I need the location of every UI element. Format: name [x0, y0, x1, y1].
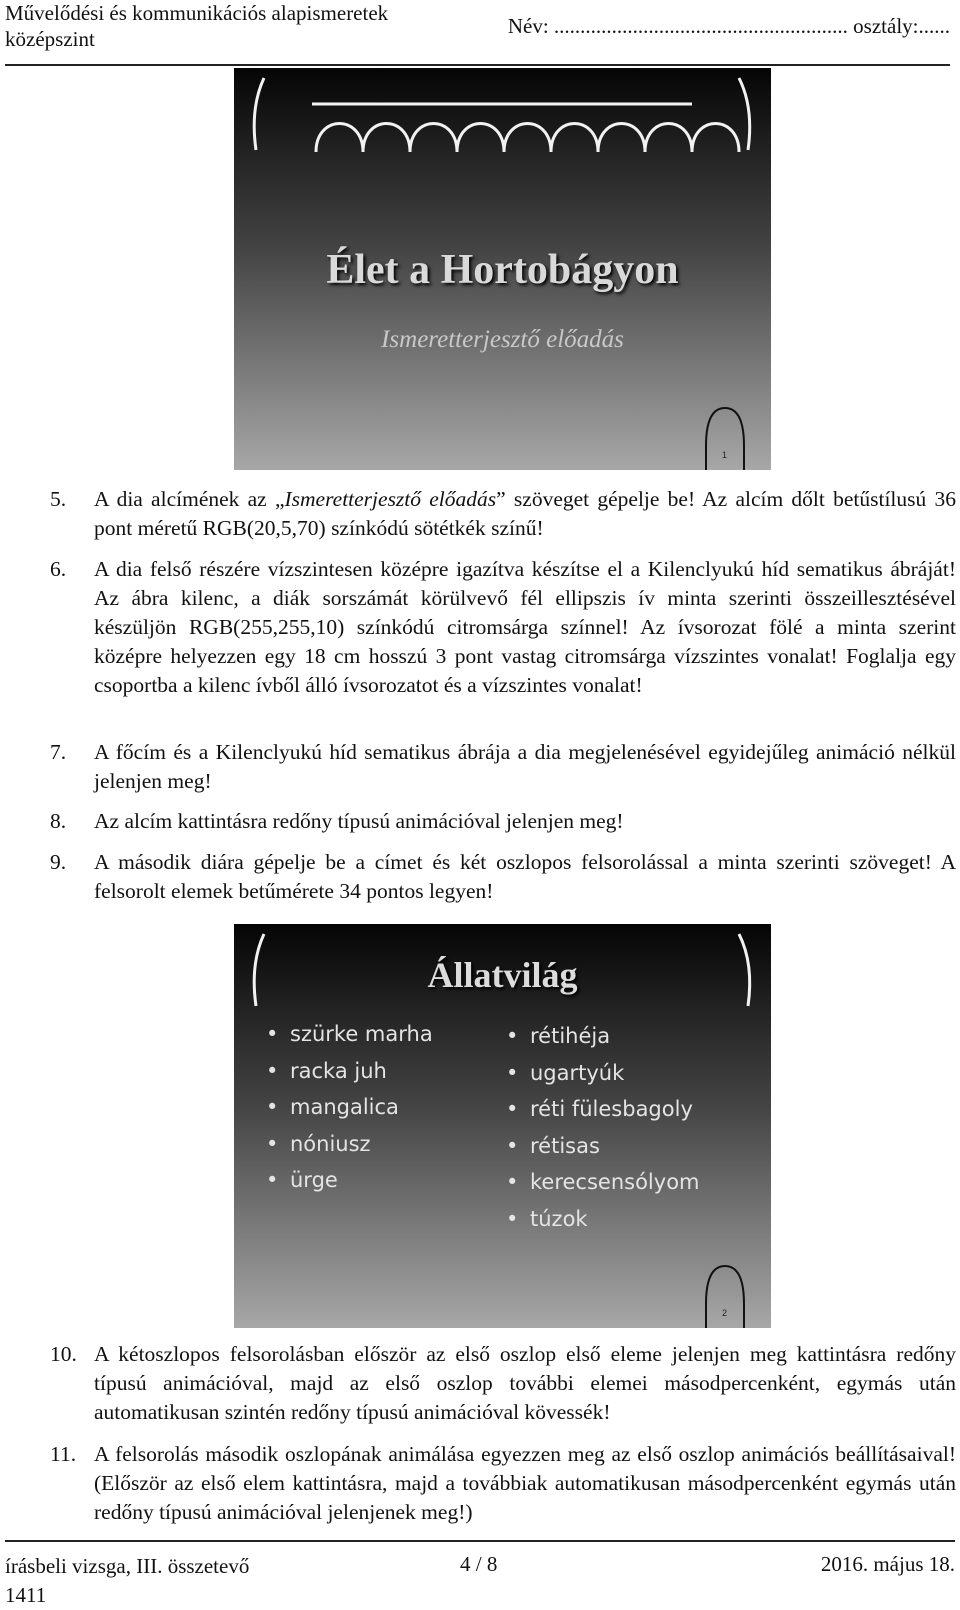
slide-1-subtitle: Ismeretterjesztő előadás: [381, 326, 624, 353]
list-item: • szürke marha: [266, 1022, 433, 1059]
list-item: • rétisas: [506, 1134, 700, 1171]
bridge-arch: [504, 124, 551, 153]
slide-number-arc: [706, 1266, 744, 1328]
footer-exam: írásbeli vizsga, III. összetevő: [5, 1554, 250, 1578]
slide-2-number: 2: [722, 1308, 728, 1318]
task-number: 6.: [50, 557, 67, 581]
task-text: A kétoszlopos felsorolásban először az első oszlop első eleme jelenjen meg kattintásra redőny típusú animációval, majd az első oszlop további elemei másodpercenként, egymás után automatikusan szintén redőny típusú animációval kövessék!: [94, 1342, 956, 1424]
slide-1-image: [234, 68, 771, 470]
task-text: Az alcím kattintásra redőny típusú animációval jelenjen meg!: [94, 809, 624, 833]
task-text-italic: Ismeretterjesztő előadás: [284, 487, 497, 511]
bullet-column-2: [506, 1024, 700, 1243]
task-number: 5.: [50, 487, 67, 511]
slide-1-title: Élet a Hortobágyon: [326, 247, 679, 293]
left-corner-arc: [254, 78, 264, 150]
slide-number-arc: [706, 408, 744, 470]
list-item: • ugartyúk: [506, 1061, 700, 1098]
list-item: • racka juh: [266, 1059, 433, 1096]
task-8: [50, 807, 956, 836]
list-item: • nóniusz: [266, 1132, 433, 1169]
list-item: • túzok: [506, 1207, 700, 1244]
task-number: 11.: [50, 1442, 77, 1466]
task-10: [50, 1340, 956, 1427]
bridge-arch: [598, 124, 645, 153]
task-7: [50, 738, 956, 796]
footer-page-number: 4 / 8: [460, 1552, 498, 1576]
bridge-arch: [363, 124, 410, 153]
task-text-part: ” szöveget gépelje be! Az alcím dőlt betűstílusú 36 pont méretű RGB(20,5,70) színkódú sötétkék színű!: [94, 487, 957, 540]
slide-2-title: Állatvilág: [427, 955, 578, 995]
task-5: [50, 485, 956, 543]
bridge-arch: [316, 124, 363, 153]
task-11: [50, 1440, 956, 1527]
slide-1-number: 1: [722, 450, 728, 460]
task-text: [94, 485, 956, 543]
page-header: [5, 0, 950, 66]
header-name-field: Név: ........................................................ osztály:......: [507, 14, 950, 38]
task-text-part: A dia alcímének az „: [94, 487, 285, 511]
task-text: A felsorolás második oszlopának animálása egyezzen meg az első oszlop animációs beállításaival! (Először az első elem kattintásra, majd a továbbiak automatikusan másodpercenként egymás után redőny típusú animációval jelenjenek meg!): [94, 1442, 956, 1524]
page-footer: [5, 1540, 955, 1607]
bullet-column-1: [266, 1022, 433, 1205]
footer-left: [5, 1552, 249, 1610]
header-level: középszint: [5, 27, 95, 51]
list-item: • ürge: [266, 1168, 433, 1205]
list-item: • kerecsensólyom: [506, 1170, 700, 1207]
bridge-arch: [410, 124, 457, 153]
list-item: • réti fülesbagoly: [506, 1097, 700, 1134]
footer-date: 2016. május 18.: [820, 1552, 955, 1576]
task-number: 8.: [50, 809, 67, 833]
task-number: 7.: [50, 740, 67, 764]
header-subject: Művelődési és kommunikációs alapismeretek: [5, 1, 389, 25]
list-item: • rétihéja: [506, 1024, 700, 1061]
task-text: A dia felső részére vízszintesen középre igazítva készítse el a Kilenclyukú híd sematikus ábráját! Az ábra kilenc, a diák sorszámát körülvevő fél ellipszis ív minta szerinti összeillesztésével készüljön RGB(255,255,10) színkódú citromsárga színnel! Az ívsorozat fölé a minta szerint középre helyezzen egy 18 cm hosszú 3 pont vastag citromsárga vízszintes vonalat! Foglalja egy csoportba a kilenc ívből álló ívsorozatot és a vízszintes vonalat!: [94, 557, 956, 697]
task-text: A főcím és a Kilenclyukú híd sematikus ábrája a dia megjelenésével egyidejűleg animáció nélkül jelenjen meg!: [94, 740, 956, 793]
list-item: • mangalica: [266, 1095, 433, 1132]
bridge-arch: [692, 124, 739, 153]
slide-2-image: [234, 924, 771, 1328]
task-6: [50, 555, 956, 700]
bridge-arch: [457, 124, 504, 153]
footer-code: 1411: [5, 1583, 47, 1607]
bridge-arch: [551, 124, 598, 153]
right-corner-arc: [739, 78, 750, 150]
bridge-arch: [645, 124, 692, 153]
task-9: [50, 848, 956, 906]
task-number: 9.: [50, 850, 67, 874]
task-number: 10.: [50, 1342, 77, 1366]
task-text: A második diára gépelje be a címet és két oszlopos felsorolással a minta szerinti szöveget! A felsorolt elemek betűmérete 34 pontos legyen!: [94, 850, 956, 903]
header-subject-block: [5, 0, 388, 52]
